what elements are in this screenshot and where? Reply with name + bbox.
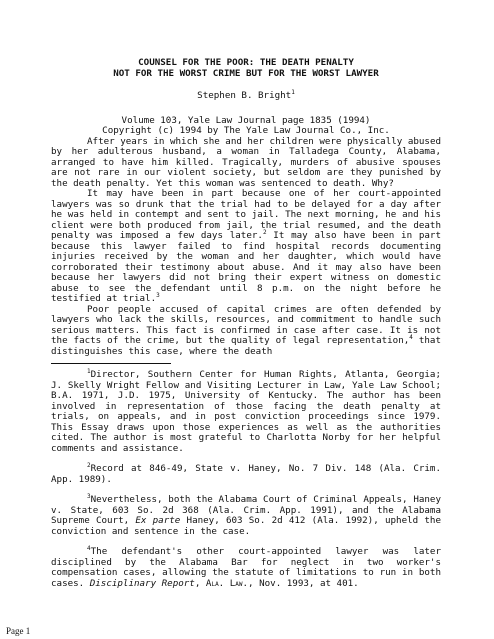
footnote-number: 2 xyxy=(87,461,91,469)
footnote-1 xyxy=(51,367,441,454)
paragraph-2-text-a: It may have been in part because one of her court-appointed lawyers was so drunk that the trial had to be delayed for a day after he was held in contempt and sent to jail. The next morning, he and his client were both produced from jail, the trial resumed, and the death penalty was imposed a few days later. xyxy=(51,188,441,241)
footnote-marker[interactable]: 4 xyxy=(409,333,413,341)
author-name: Stephen B. Bright xyxy=(197,90,292,101)
footnote-4-smallcaps: Ala. Law. xyxy=(205,577,249,589)
footnote-3 xyxy=(51,492,441,537)
paragraph-3-text-b: that distinguishes this case, where the death xyxy=(51,335,441,357)
footnote-4-text-b: , xyxy=(194,577,206,589)
footnote-4-text-a: The defendant's other court-appointed lawyer was later disciplined by the Alabama Bar for neglect in two worker's compensation cases, allowing the statute of limitations to run in both cases. xyxy=(51,546,441,589)
author-line xyxy=(51,88,441,102)
paragraph-3 xyxy=(51,305,441,358)
footnote-number: 3 xyxy=(87,492,91,500)
paragraph-2 xyxy=(51,189,441,305)
page-number-label: Page 1 xyxy=(6,626,31,636)
footnote-marker[interactable]: 2 xyxy=(262,228,267,236)
footnote-3-text-a: Nevertheless, both the Alabama Court of Criminal Appeals, Haney v. State, 603 So. 2d 368 (Ala. Crim. App. 1991), and the Alabama Supreme Court, xyxy=(51,494,441,526)
footnote-4-text-c: , Nov. 1993, at 401. xyxy=(248,577,359,589)
footnote-4-italic: Disciplinary Report xyxy=(89,577,195,589)
citation-line-2: Copyright (c) 1994 by The Yale Law Journal Co., Inc. xyxy=(102,125,390,136)
paragraph-1: After years in which she and her children were physically abused by her adulterous husband, a woman in Talladega County, Alabama, arranged to have him killed. Tragically, murders of abusive spouses are not rare in our violent society, but seldom are they punished by the death penalty. Yet this woman was sentenced to death. Why? xyxy=(51,135,442,189)
footnote-3-text-b: Haney, 603 So. 2d 412 (Ala. 1992), upheld the conviction and sentence in the case. xyxy=(51,515,441,537)
footnote-4 xyxy=(51,544,441,589)
footnote-1-text: Director, Southern Center for Human Rights, Atlanta, Georgia; J. Skelly Wright Fellow and Visiting Lecturer in Law, Yale Law School; B.A. 1971, J.D. 1975, University of Kentucky. The author has been involved in representation of those facing the death penalty at trials, on appeals, and in post conviction proceedings since 1979. This Essay draws upon those experiences as well as the authorities cited. The author is most grateful to Charlotta Norby for her helpful comments and assistance. xyxy=(51,369,441,454)
footnote-2 xyxy=(51,461,441,485)
document-body xyxy=(51,58,441,599)
footnote-2-text: Record at 846-49, State v. Haney, No. 7 Div. 148 (Ala. Crim. App. 1989). xyxy=(51,463,441,485)
title-line-2: NOT FOR THE WORST CRIME BUT FOR THE WORST LAWYER xyxy=(113,67,379,79)
footnote-number: 4 xyxy=(87,544,91,552)
citation-line-1: Volume 103, Yale Law Journal page 1835 (1994) xyxy=(121,114,371,126)
footnote-marker[interactable]: 3 xyxy=(156,291,160,299)
footnote-divider xyxy=(51,363,171,364)
paragraph-3-text-a: Poor people accused of capital crimes are often defended by lawyers who lack the skills, resources, and commitment to handle such serious matters. This fact is confirmed in case after case. It is not the facts of the crime, but the quality of legal representation, xyxy=(51,303,441,346)
title-line-1: COUNSEL FOR THE POOR: THE DEATH PENALTY xyxy=(138,57,354,68)
paragraph-2-text-b: It may also have been in part because this lawyer failed to find hospital records documenting injuries received by the woman and her daughter, which would have corroborated their testimony about abuse. And it may also have been because her lawyers did not bring their expert witness on domestic abuse to see the defendant until 8 p.m. on the night before he testified at trial. xyxy=(51,230,441,304)
footnote-marker[interactable]: 1 xyxy=(291,88,295,96)
footnote-number: 1 xyxy=(87,367,91,375)
footnote-3-italic: Ex parte xyxy=(135,515,181,526)
